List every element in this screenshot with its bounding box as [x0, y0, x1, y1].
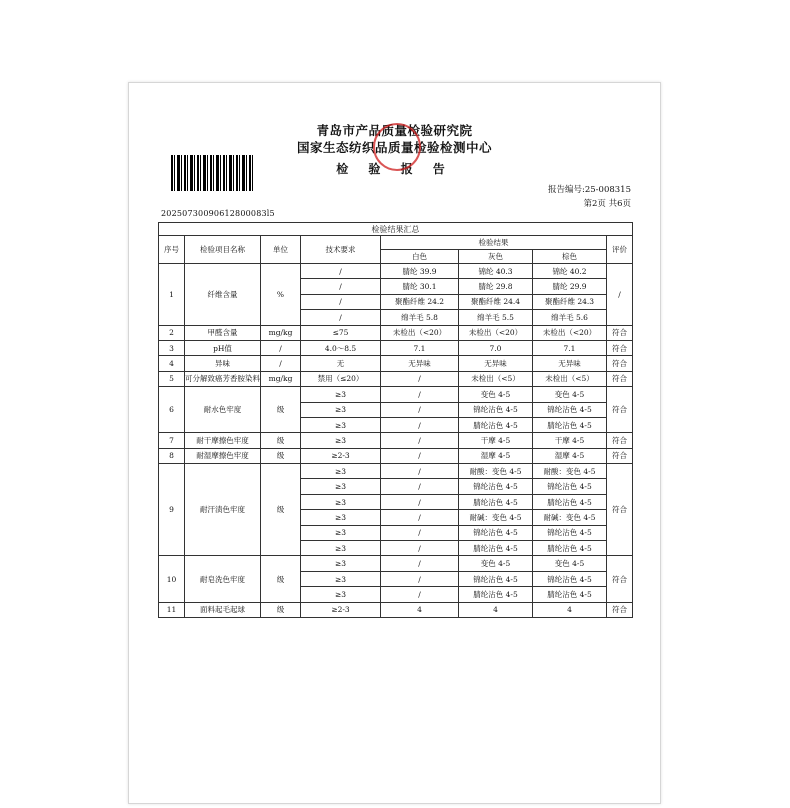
result-brown: 锦纶沾色 4-5 [533, 402, 607, 417]
requirement-cell: ≥3 [301, 417, 381, 432]
requirement-cell: ≥3 [301, 525, 381, 540]
barcode [171, 155, 253, 191]
unit-cell: 级 [261, 387, 301, 433]
row-number: 8 [159, 448, 185, 463]
test-item: 面料起毛起球 [185, 602, 261, 617]
test-item: 耐汗渍色牢度 [185, 464, 261, 556]
unit-cell: / [261, 340, 301, 355]
row-number: 10 [159, 556, 185, 602]
result-white: 腈纶 39.9 [381, 264, 459, 279]
result-grey: 变色 4-5 [459, 387, 533, 402]
result-white: 4 [381, 602, 459, 617]
row-number: 6 [159, 387, 185, 433]
result-brown: 4 [533, 602, 607, 617]
result-grey: 腈纶沾色 4-5 [459, 494, 533, 509]
result-white: 未检出（<20） [381, 325, 459, 340]
result-grey: 聚酯纤维 24.4 [459, 294, 533, 309]
unit-cell: 级 [261, 602, 301, 617]
requirement-cell: ≥3 [301, 479, 381, 494]
result-grey: 无异味 [459, 356, 533, 371]
test-item: 耐干摩擦色牢度 [185, 433, 261, 448]
evaluation-cell: 符合 [607, 387, 633, 433]
requirement-cell: ≥3 [301, 494, 381, 509]
result-white: 腈纶 30.1 [381, 279, 459, 294]
test-item: 可分解致癌芳香胺染料 [185, 371, 261, 386]
row-number: 9 [159, 464, 185, 556]
requirement-cell: / [301, 264, 381, 279]
result-grey: 未检出（<5） [459, 371, 533, 386]
row-number: 3 [159, 340, 185, 355]
table-row [159, 356, 633, 371]
result-grey: 干摩 4-5 [459, 433, 533, 448]
table-row [159, 448, 633, 463]
requirement-cell: 禁用（≤20） [301, 371, 381, 386]
result-white: / [381, 541, 459, 556]
red-seal-stamp [373, 123, 421, 171]
evaluation-cell: 符合 [607, 325, 633, 340]
result-grey: 腈纶沾色 4-5 [459, 417, 533, 432]
row-number: 4 [159, 356, 185, 371]
result-grey: 锦纶沾色 4-5 [459, 525, 533, 540]
result-grey: 未检出（<20） [459, 325, 533, 340]
result-brown: 锦纶沾色 4-5 [533, 525, 607, 540]
result-white: 无异味 [381, 356, 459, 371]
col-header-grey: 灰色 [459, 250, 533, 264]
table-row [159, 387, 633, 402]
row-number: 5 [159, 371, 185, 386]
col-header-white: 白色 [381, 250, 459, 264]
result-grey: 锦纶沾色 4-5 [459, 402, 533, 417]
unit-cell: % [261, 264, 301, 326]
row-number: 7 [159, 433, 185, 448]
result-white: / [381, 494, 459, 509]
serial-number: 20250730090612800083l5 [161, 209, 275, 218]
result-white: / [381, 371, 459, 386]
institute-name: 青岛市产品质量检验研究院 [316, 123, 473, 138]
result-brown: 无异味 [533, 356, 607, 371]
result-brown: 腈纶沾色 4-5 [533, 417, 607, 432]
unit-cell: mg/kg [261, 325, 301, 340]
result-white: / [381, 433, 459, 448]
row-number: 1 [159, 264, 185, 326]
requirement-cell: ≥2-3 [301, 602, 381, 617]
result-brown: 腈纶沾色 4-5 [533, 494, 607, 509]
result-brown: 耐碱：变色 4-5 [533, 510, 607, 525]
result-brown: 未检出（<5） [533, 371, 607, 386]
evaluation-cell: 符合 [607, 464, 633, 556]
requirement-cell: ≤75 [301, 325, 381, 340]
result-grey: 锦纶沾色 4-5 [459, 479, 533, 494]
unit-cell: 级 [261, 556, 301, 602]
requirement-cell: ≥3 [301, 433, 381, 448]
test-item: 甲醛含量 [185, 325, 261, 340]
result-brown: 湿摩 4-5 [533, 448, 607, 463]
result-white: / [381, 510, 459, 525]
page-info: 第2页 共6页 [583, 199, 631, 209]
document-title: 检 验 报 告 [336, 162, 453, 176]
result-white: 绵羊毛 5.8 [381, 310, 459, 325]
evaluation-cell: 符合 [607, 371, 633, 386]
requirement-cell: ≥2-3 [301, 448, 381, 463]
result-grey: 绵羊毛 5.5 [459, 310, 533, 325]
result-brown: 锦纶沾色 4-5 [533, 479, 607, 494]
unit-cell: mg/kg [261, 371, 301, 386]
requirement-cell: / [301, 294, 381, 309]
result-white: / [381, 556, 459, 571]
result-white: / [381, 417, 459, 432]
result-brown: 7.1 [533, 340, 607, 355]
result-white: / [381, 387, 459, 402]
table-row [159, 433, 633, 448]
row-number: 2 [159, 325, 185, 340]
evaluation-cell: 符合 [607, 556, 633, 602]
result-grey: 腈纶 29.8 [459, 279, 533, 294]
test-item: 耐水色牢度 [185, 387, 261, 433]
report-page [128, 82, 661, 804]
result-brown: 锦纶 40.2 [533, 264, 607, 279]
result-grey: 耐酸：变色 4-5 [459, 464, 533, 479]
result-white: / [381, 587, 459, 602]
result-grey: 耐碱：变色 4-5 [459, 510, 533, 525]
table-row [159, 264, 633, 279]
evaluation-cell: / [607, 264, 633, 326]
result-grey: 7.0 [459, 340, 533, 355]
result-brown: 腈纶沾色 4-5 [533, 587, 607, 602]
unit-cell: 级 [261, 433, 301, 448]
unit-cell: 级 [261, 448, 301, 463]
requirement-cell: ≥3 [301, 387, 381, 402]
result-brown: 聚酯纤维 24.3 [533, 294, 607, 309]
col-header-evaluation: 评价 [607, 236, 633, 264]
requirement-cell: / [301, 310, 381, 325]
result-white: / [381, 525, 459, 540]
results-table [158, 222, 633, 618]
test-item: 异味 [185, 356, 261, 371]
unit-cell: / [261, 356, 301, 371]
result-brown: 耐酸：变色 4-5 [533, 464, 607, 479]
result-brown: 变色 4-5 [533, 556, 607, 571]
requirement-cell: ≥3 [301, 556, 381, 571]
result-brown: 绵羊毛 5.6 [533, 310, 607, 325]
result-brown: 变色 4-5 [533, 387, 607, 402]
result-white: 7.1 [381, 340, 459, 355]
result-white: / [381, 448, 459, 463]
result-grey: 锦纶 40.3 [459, 264, 533, 279]
evaluation-cell: 符合 [607, 340, 633, 355]
test-item: 耐湿摩擦色牢度 [185, 448, 261, 463]
result-white: / [381, 571, 459, 586]
test-item: pH值 [185, 340, 261, 355]
result-brown: 干摩 4-5 [533, 433, 607, 448]
unit-cell: 级 [261, 464, 301, 556]
result-grey: 腈纶沾色 4-5 [459, 541, 533, 556]
test-item: 纤维含量 [185, 264, 261, 326]
evaluation-cell: 符合 [607, 448, 633, 463]
result-white: 聚酯纤维 24.2 [381, 294, 459, 309]
col-header-no: 序号 [159, 236, 185, 264]
requirement-cell: ≥3 [301, 510, 381, 525]
evaluation-cell: 符合 [607, 602, 633, 617]
col-header-brown: 棕色 [533, 250, 607, 264]
table-row [159, 464, 633, 479]
result-white: / [381, 402, 459, 417]
col-header-item: 检验项目名称 [185, 236, 261, 264]
col-header-requirement: 技术要求 [301, 236, 381, 264]
table-row [159, 556, 633, 571]
requirement-cell: ≥3 [301, 402, 381, 417]
result-brown: 锦纶沾色 4-5 [533, 571, 607, 586]
result-brown: 腈纶 29.9 [533, 279, 607, 294]
center-name: 国家生态纺织品质量检验检测中心 [296, 140, 492, 155]
requirement-cell: ≥3 [301, 587, 381, 602]
result-brown: 未检出（<20） [533, 325, 607, 340]
table-row [159, 340, 633, 355]
table-row [159, 325, 633, 340]
evaluation-cell: 符合 [607, 433, 633, 448]
summary-title: 检验结果汇总 [159, 223, 633, 236]
table-row [159, 371, 633, 386]
result-grey: 4 [459, 602, 533, 617]
requirement-cell: ≥3 [301, 541, 381, 556]
result-grey: 变色 4-5 [459, 556, 533, 571]
requirement-cell: 无 [301, 356, 381, 371]
result-grey: 腈纶沾色 4-5 [459, 587, 533, 602]
col-header-unit: 单位 [261, 236, 301, 264]
evaluation-cell: 符合 [607, 356, 633, 371]
requirement-cell: ≥3 [301, 464, 381, 479]
row-number: 11 [159, 602, 185, 617]
result-grey: 锦纶沾色 4-5 [459, 571, 533, 586]
col-header-results: 检验结果 [381, 236, 607, 250]
table-row [159, 602, 633, 617]
requirement-cell: / [301, 279, 381, 294]
result-brown: 腈纶沾色 4-5 [533, 541, 607, 556]
test-item: 耐皂洗色牢度 [185, 556, 261, 602]
result-white: / [381, 479, 459, 494]
requirement-cell: 4.0～8.5 [301, 340, 381, 355]
result-grey: 湿摩 4-5 [459, 448, 533, 463]
result-white: / [381, 464, 459, 479]
report-number: 报告编号:25-008315 [548, 185, 631, 195]
requirement-cell: ≥3 [301, 571, 381, 586]
